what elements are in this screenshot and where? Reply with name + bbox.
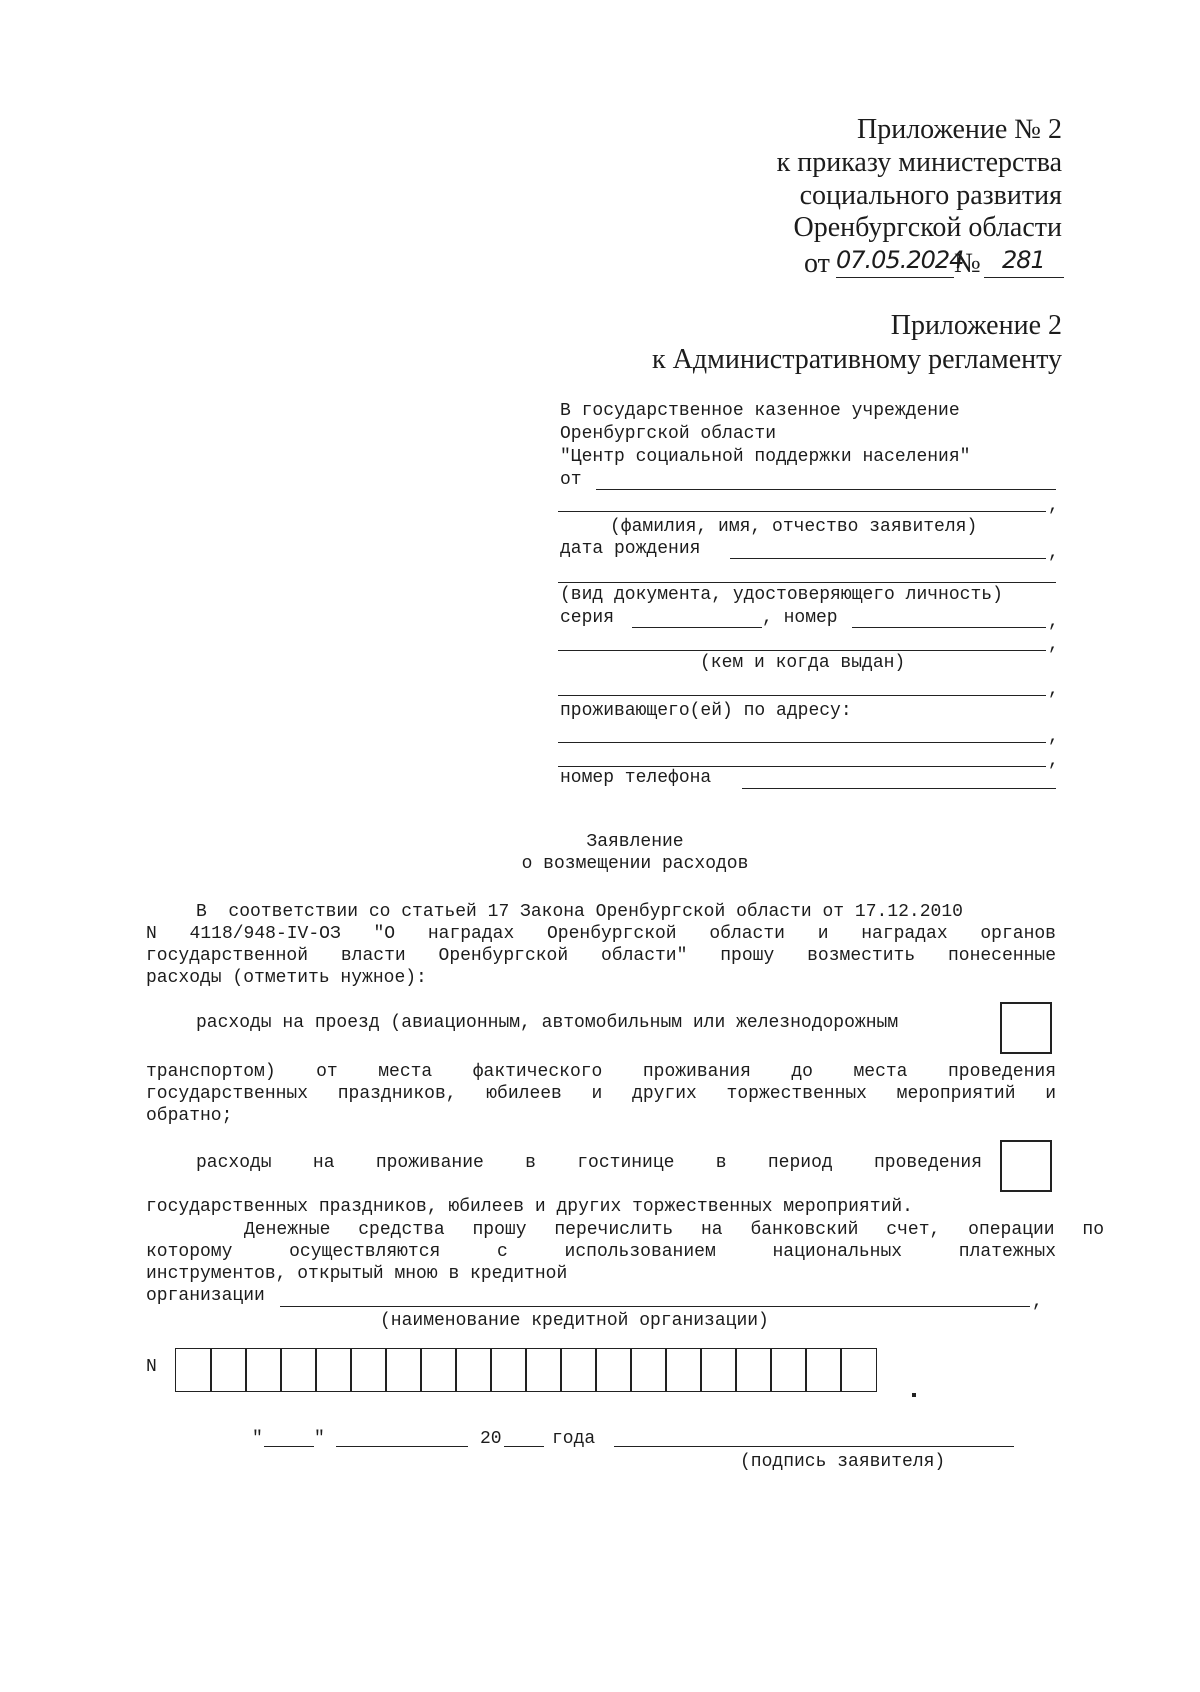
intro-line-3: государственной власти Оренбургской области" прошу возместить понесенные [146, 946, 1056, 966]
account-digit-cell[interactable] [525, 1348, 562, 1392]
signature-line[interactable] [614, 1446, 1014, 1447]
account-digit-cell[interactable] [385, 1348, 422, 1392]
passport-number-line[interactable] [852, 627, 1046, 628]
header-ministry-line: социального развития [799, 180, 1062, 211]
option1-line-3: государственных праздников, юбилеев и других торжественных мероприятий и [146, 1084, 1056, 1104]
number-label: , номер [762, 608, 838, 628]
bank-line-3: инструментов, открытый мною в кредитной [146, 1264, 568, 1284]
address-label: проживающего(ей) по адресу: [560, 701, 852, 721]
account-digit-cell[interactable] [665, 1348, 702, 1392]
name-line[interactable] [558, 511, 1046, 512]
account-digit-cell[interactable] [490, 1348, 527, 1392]
account-digit-cell[interactable] [735, 1348, 772, 1392]
address-line-1[interactable] [558, 742, 1046, 743]
series-label: серия [560, 608, 615, 628]
bank-line-1: Денежные средства прошу перечислить на банковский счет, операции по [244, 1220, 1104, 1240]
intro-line-2: N 4118/948-IV-ОЗ "О наградах Оренбургской области и наградах органов [146, 924, 1056, 944]
from-line[interactable] [596, 489, 1056, 490]
addressee-line-1: В государственное казенное учреждение [560, 401, 960, 421]
issued-line[interactable] [558, 650, 1046, 651]
extra-line[interactable] [558, 695, 1046, 696]
account-digit-cell[interactable] [175, 1348, 212, 1392]
account-digit-cell[interactable] [560, 1348, 597, 1392]
bank-organization-label: организации [146, 1286, 265, 1306]
header-order-line: к приказу министерства [776, 147, 1062, 178]
option1-line-1: расходы на проезд (авиационным, автомобильным или железнодорожным [196, 1013, 899, 1033]
quote-open: " [252, 1429, 263, 1449]
from-label: от [560, 470, 582, 490]
hotel-expenses-checkbox[interactable] [1000, 1140, 1052, 1192]
header-appendix-line: Приложение № 2 [857, 114, 1062, 145]
account-label: N [146, 1357, 157, 1377]
account-digit-cell[interactable] [280, 1348, 317, 1392]
year-suffix: года [552, 1429, 596, 1449]
option1-line-2: транспортом) от места фактического проживания до места проведения [146, 1062, 1056, 1082]
document-subtitle: о возмещении расходов [521, 854, 749, 874]
account-digit-cell[interactable] [630, 1348, 667, 1392]
travel-expenses-checkbox[interactable] [1000, 1002, 1052, 1054]
account-number-cells[interactable] [175, 1348, 875, 1392]
year-line[interactable] [504, 1446, 544, 1447]
issued-caption: (кем и когда выдан) [700, 653, 906, 673]
date-prefix: от [804, 248, 830, 279]
document-caption: (вид документа, удостоверяющего личность) [560, 585, 1003, 605]
intro-line-4: расходы (отметить нужное): [146, 968, 427, 988]
addressee-line-3: "Центр социальной поддержки населения" [560, 447, 971, 467]
bank-name-line[interactable] [280, 1306, 1030, 1307]
option1-line-4: обратно; [146, 1106, 233, 1126]
name-caption: (фамилия, имя, отчество заявителя) [610, 517, 978, 537]
account-digit-cell[interactable] [455, 1348, 492, 1392]
account-digit-cell[interactable] [770, 1348, 807, 1392]
signature-caption: (подпись заявителя) [740, 1452, 946, 1472]
addressee-line-2: Оренбургской области [560, 424, 777, 444]
regulation-appendix-line: Приложение 2 [890, 310, 1062, 341]
birth-label: дата рождения [560, 539, 701, 559]
bank-line-2: которому осуществляются с использованием национальных платежных [146, 1242, 1056, 1262]
number-prefix: № [954, 248, 981, 279]
regulation-line: к Административному регламенту [652, 344, 1062, 375]
option2-line-2: государственных праздников, юбилеев и других торжественных мероприятий. [146, 1197, 913, 1217]
phone-label: номер телефона [560, 768, 712, 788]
order-date-number [804, 244, 1064, 280]
account-digit-cell[interactable] [350, 1348, 387, 1392]
series-line[interactable] [632, 627, 762, 628]
intro-line-1: В соответствии со статьей 17 Закона Оренбургской области от 17.12.2010 [196, 902, 963, 922]
option2-line-1: расходы на проживание в гостинице в период проведения [196, 1153, 982, 1173]
bank-caption: (наименование кредитной организации) [380, 1311, 769, 1331]
phone-line[interactable] [742, 788, 1056, 789]
document-title: Заявление [586, 832, 684, 852]
day-line[interactable] [264, 1446, 314, 1447]
account-digit-cell[interactable] [700, 1348, 737, 1392]
account-digit-cell[interactable] [805, 1348, 842, 1392]
month-line[interactable] [336, 1446, 468, 1447]
account-digit-cell[interactable] [840, 1348, 877, 1392]
header-region-line: Оренбургской области [793, 212, 1062, 243]
account-digit-cell[interactable] [315, 1348, 352, 1392]
birth-date-line[interactable] [730, 558, 1046, 559]
account-digit-cell[interactable] [420, 1348, 457, 1392]
quote-close: " [314, 1429, 325, 1449]
year-prefix: 20 [480, 1429, 502, 1449]
handwritten-date: 07.05.2024 [836, 246, 964, 274]
account-digit-cell[interactable] [210, 1348, 247, 1392]
handwritten-number: 281 [1002, 246, 1045, 274]
account-digit-cell[interactable] [595, 1348, 632, 1392]
account-digit-cell[interactable] [245, 1348, 282, 1392]
document-line[interactable] [558, 582, 1056, 583]
